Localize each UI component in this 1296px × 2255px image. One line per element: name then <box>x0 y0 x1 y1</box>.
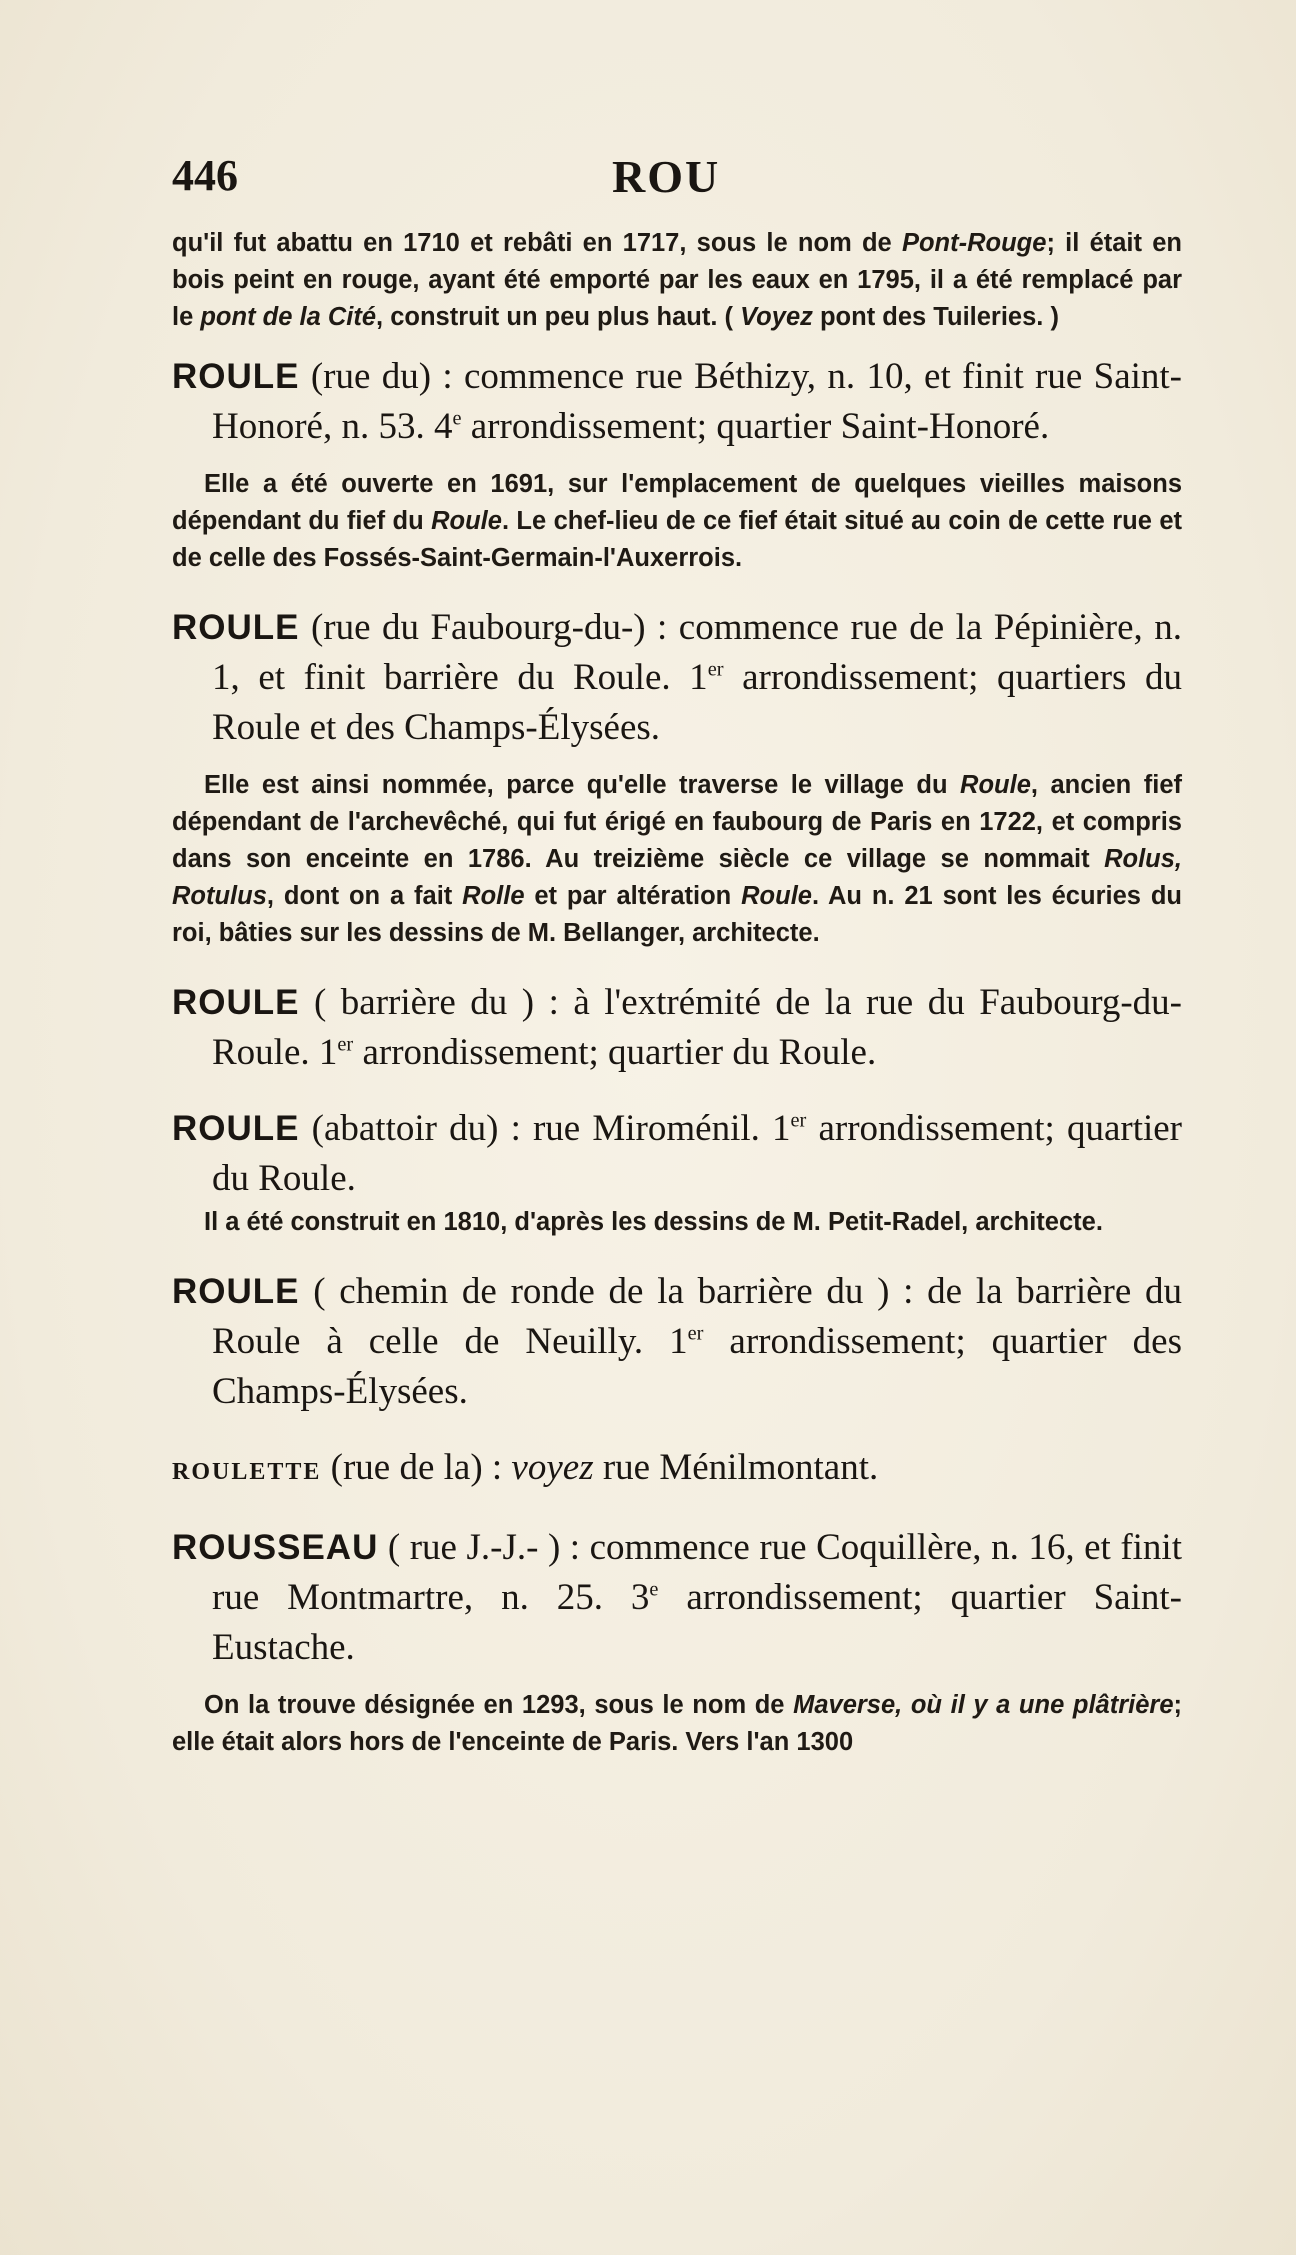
entry-headword: ROULE <box>172 1272 300 1311</box>
entry-roulette: ROULETTE (rue de la) : voyez rue Ménilmontant. <box>172 1447 879 1488</box>
page-header <box>172 150 1182 210</box>
continuation-paragraph: qu'il fut abattu en 1710 et rebâti en 1717, sous le nom de Pont-Rouge; il était en bois peint en rouge, ayant été emporté par les eaux en 1795, il a été remplacé par le pont de la Cité, construit un peu plus haut. ( Voyez pont des Tuileries. ) <box>172 229 1182 331</box>
entry-note: Elle est ainsi nommée, parce qu'elle traverse le village du Roule, ancien fief dépendant de l'archevêché, qui fut érigé en faubourg de Paris en 1722, et compris dans son enceinte en 1786. Au treizième siècle ce village se nommait Rolus, Rotulus, dont on a fait Rolle et par altération Roule. Au n. 21 sont les écuries du roi, bâties sur les dessins de M. Bellanger, architecte. <box>172 771 1182 947</box>
running-head: ROU <box>612 151 721 202</box>
page-content <box>172 225 1182 1761</box>
entry-note: On la trouve désignée en 1293, sous le nom de Maverse, où il y a une plâtrière; elle était alors hors de l'enceinte de Paris. Vers l'an 1300 <box>172 1691 1183 1756</box>
entry-roule-abattoir: ROULE (abattoir du) : rue Miroménil. 1er arrondissement; quartier du Roule. <box>172 1108 1182 1199</box>
entry-headword: ROULE <box>172 608 300 647</box>
page-number: 446 <box>172 151 238 200</box>
entry-note: Il a été construit en 1810, d'après les dessins de M. Petit-Radel, architecte. <box>204 1208 1103 1236</box>
entry-rousseau: ROUSSEAU ( rue J.-J.- ) : commence rue Coquillère, n. 16, et finit rue Montmartre, n. 25. 3e arrondissement; quartier Saint-Eustache. <box>172 1527 1182 1668</box>
entry-roule-chemin-de-ronde: ROULE ( chemin de ronde de la barrière du ) : de la barrière du Roule à celle de Neuilly. 1er arrondissement; quartier des Champs-Élysées. <box>172 1271 1182 1412</box>
entry-roule-barriere: ROULE ( barrière du ) : à l'extrémité de la rue du Faubourg-du-Roule. 1er arrondissement; quartier du Roule. <box>172 982 1182 1073</box>
entry-headword: ROULE <box>172 1109 300 1148</box>
entry-headword: ROULE <box>172 357 300 396</box>
entry-headword: ROULETTE <box>172 1459 322 1485</box>
entry-note: Elle a été ouverte en 1691, sur l'emplacement de quelques vieilles maisons dépendant du fief du Roule. Le chef-lieu de ce fief était situé au coin de cette rue et de celle des Fossés-Saint-Germain-l'Auxerrois. <box>172 470 1182 572</box>
entry-headword: ROULE <box>172 983 300 1022</box>
entry-roule-faubourg: ROULE (rue du Faubourg-du-) : commence rue de la Pépinière, n. 1, et finit barrière du Roule. 1er arrondissement; quartiers du Roule et des Champs-Élysées. <box>172 607 1182 748</box>
entry-roule-rue: ROULE (rue du) : commence rue Béthizy, n. 10, et finit rue Saint-Honoré, n. 53. 4e arrondissement; quartier Saint-Honoré. <box>172 356 1182 447</box>
entry-headword: ROUSSEAU <box>172 1528 379 1567</box>
